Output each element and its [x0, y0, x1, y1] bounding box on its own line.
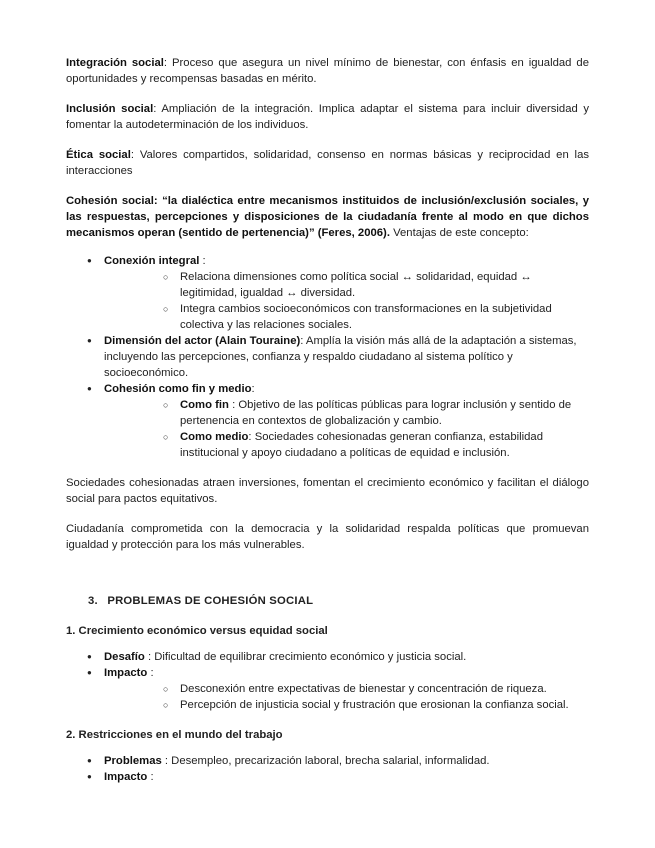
definition-text: : Ampliación de la integración. Implica adaptar el sistema para incluir diversidad y fomentar la autodeterminación de los individuos.: [66, 103, 590, 131]
sub-list-item: ○ Percepción de injusticia social y frustración que erosionan la confianza social.: [104, 697, 589, 713]
item-term: Dimensión del actor (Alain Touraine): [104, 335, 301, 347]
sub-list: [104, 681, 589, 713]
sub-list: [104, 397, 589, 461]
definition-integracion: [66, 55, 589, 87]
list-item: [66, 253, 589, 333]
term: Integración social: [66, 57, 164, 69]
list-item: [66, 665, 589, 713]
list-item: [66, 769, 589, 785]
sub-list-item: ○ Integra cambios socioeconómicos con transformaciones en la subjetividad colectiva y las relaciones sociales.: [104, 301, 589, 333]
cohesion-definition: [66, 193, 589, 241]
sub-list-item: [104, 397, 589, 429]
item-text: :: [251, 383, 255, 395]
item-term: Conexión integral: [104, 255, 200, 267]
sub-list: [104, 269, 589, 333]
subsection-list-2: [66, 753, 589, 785]
subsection-title-1: 1. Crecimiento económico versus equidad social: [66, 625, 328, 637]
definition-text: : Proceso que asegura un nivel mínimo de bienestar, con énfasis en igualdad de oportunidades y recompensas basadas en mérito.: [66, 57, 589, 85]
item-text: :: [147, 771, 154, 783]
sub-text: : Objetivo de las políticas públicas para lograr inclusión y sentido de pertenencia en contextos de globalización y cambio.: [180, 399, 572, 427]
paragraph-ciudadania: Ciudadanía comprometida con la democracia y la solidaridad respalda políticas que promuevan igualdad y protección para los más vulnerables.: [66, 523, 589, 551]
paragraph-inversiones: Sociedades cohesionadas atraen inversiones, fomentan el crecimiento económico y facilitan el diálogo social para pactos equitativos.: [66, 477, 589, 505]
cohesion-tail: Ventajas de este concepto:: [389, 227, 529, 239]
item-text: :: [199, 255, 206, 267]
cohesion-term: Cohesión social:: [66, 195, 158, 207]
section-heading: [66, 593, 589, 609]
item-text: : Desempleo, precarización laboral, brecha salarial, informalidad.: [161, 755, 490, 767]
definition-etica: [66, 147, 589, 179]
sub-list-item: [104, 429, 589, 461]
list-item: [66, 333, 589, 381]
advantages-list: [66, 253, 589, 461]
sub-list-item: ○ Desconexión entre expectativas de bienestar y concentración de riqueza.: [104, 681, 589, 697]
sub-term: Como medio: [180, 431, 249, 443]
item-term: Impacto: [104, 667, 148, 679]
definition-inclusion: [66, 101, 589, 133]
subsection-list-1: [66, 649, 589, 713]
item-term: Cohesión como fin y medio: [104, 383, 252, 395]
item-text: : Amplía la visión más allá de la adaptación a sistemas, incluyendo las percepciones, confianza y respaldo ciudadano al sistema político y socioeconómico.: [104, 335, 577, 379]
term: Inclusión social: [66, 103, 154, 115]
section-number: 3.: [88, 595, 98, 607]
item-text: :: [147, 667, 154, 679]
sub-term: Como fin: [180, 399, 229, 411]
item-term: Desafío: [104, 651, 145, 663]
item-term: Impacto: [104, 771, 148, 783]
section-title: PROBLEMAS DE COHESIÓN SOCIAL: [107, 595, 314, 607]
list-item: [66, 381, 589, 461]
term: Ética social: [66, 149, 131, 161]
subsection-title-2: 2. Restricciones en el mundo del trabajo: [66, 729, 283, 741]
sub-text: : Sociedades cohesionadas generan confianza, estabilidad institucional y apoyo ciudadano a políticas de equidad e inclusión.: [180, 431, 543, 459]
sub-list-item: ○ Relaciona dimensiones como política social ↔ solidaridad, equidad ↔ legitimidad, igualdad ↔ diversidad.: [104, 269, 589, 301]
item-term: Problemas: [104, 755, 162, 767]
definition-text: : Valores compartidos, solidaridad, consenso en normas básicas y reciprocidad en las interacciones: [66, 149, 589, 177]
item-text: : Dificultad de equilibrar crecimiento económico y justicia social.: [144, 651, 467, 663]
list-item: [66, 753, 589, 769]
cohesion-quote: “la dialéctica entre mecanismos instituidos de inclusión/exclusión sociales, y las respuestas, percepciones y disposiciones de la ciudadanía frente al modo en que dichos mecanismos operan (sentido de pertenencia)” (Feres, 2006).: [66, 195, 589, 239]
list-item: [66, 649, 589, 665]
